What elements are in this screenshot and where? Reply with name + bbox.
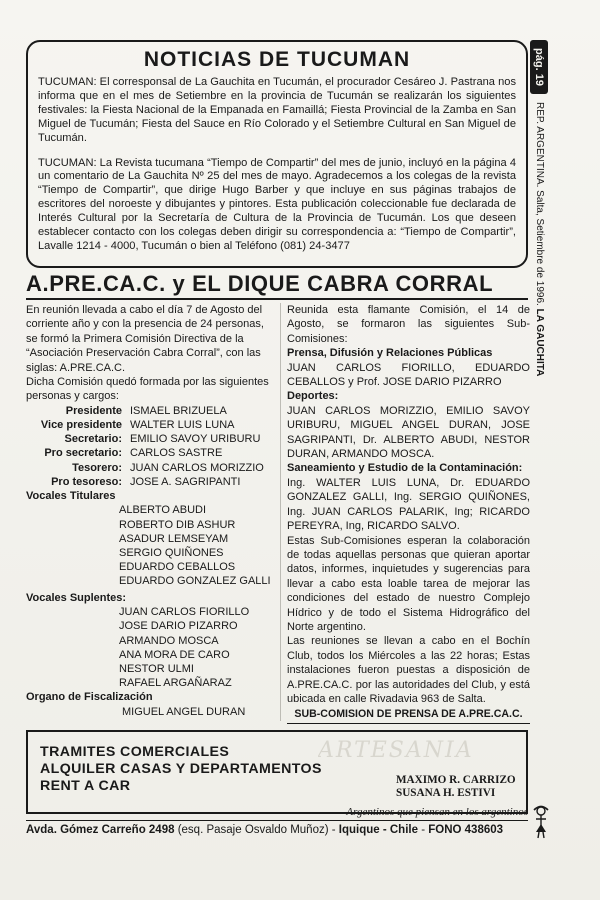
dateline-text: REP. ARGENTINA. Salta, Setiembre de 1996.	[534, 102, 545, 306]
member-name: EDUARDO CEBALLOS	[119, 561, 236, 574]
role-name: WALTER LUIS LUNA	[130, 419, 235, 432]
role-name: ISMAEL BRIZUELA	[130, 404, 227, 417]
role-row	[26, 475, 276, 489]
ad-name-1: MAXIMO R. CARRIZO	[396, 774, 516, 786]
roles-list	[26, 404, 276, 489]
sub-prensa-members: JUAN CARLOS FIORILLO, EDUARDO CEBALLOS y Prof. JOSE DARIO PIZARRO	[287, 361, 530, 389]
member-name: ARMANDO MOSCA	[119, 634, 219, 647]
right-intro: Reunida esta flamante Comisión, el 14 de Agosto, se formaron las siguientes Sub-Comisiones:	[287, 304, 530, 345]
article-left-column	[26, 303, 276, 719]
ad-contact-names	[396, 774, 516, 800]
role-row	[26, 461, 276, 475]
address-separator: -	[418, 824, 429, 836]
address-phone: FONO 438603	[428, 824, 504, 836]
article-right-column	[287, 303, 530, 706]
article-signoff: SUB-COMISION DE PRENSA DE A.PRE.CA.C.	[287, 708, 530, 724]
ad-name-2: SUSANA H. ESTIVI	[396, 787, 496, 799]
gauchita-mascot-icon	[530, 804, 552, 840]
article-intro-2: Dicha Comisión quedó formada por las siguientes personas y cargos:	[26, 376, 269, 403]
organo-label: Organo de Fiscalización	[26, 691, 153, 704]
address-city: Iquique - Chile	[338, 824, 418, 836]
role-row	[26, 418, 276, 432]
ad-services	[40, 744, 322, 795]
role-label: Vice presidente	[40, 419, 122, 432]
sub-saneamiento-label: Saneamiento y Estudio de la Contaminación:	[287, 462, 523, 475]
ad-line-rent: RENT A CAR	[40, 778, 131, 794]
page-number: pág. 19	[533, 48, 545, 86]
news-paragraph-festivals: TUCUMAN: El corresponsal de La Gauchita en Tucumán, el procurador Cesáreo J. Pastrana nos informa que en el mes de Setiembre en la provincia de Tucumán se realizarán los siguientes festivales: la Fiesta Nacional de la Empanada en Famaillá; Fiesta Provincial de la Zamba en San Miguel de Tucumán; Fiesta del Sauce en Río Colorado y el Setiembre Cultural en San Miguel de Tucumán.	[38, 76, 516, 144]
member-name: SERGIO QUIÑONES	[119, 547, 224, 560]
role-label: Presidente	[65, 404, 122, 417]
vocales-suplentes-list	[26, 605, 276, 690]
role-row	[26, 432, 276, 446]
ad-line-tramites: TRAMITES COMERCIALES	[40, 744, 230, 760]
heading-rule	[26, 298, 528, 300]
sub-prensa-label: Prensa, Difusión y Relaciones Públicas	[287, 347, 493, 360]
news-box	[26, 40, 528, 268]
member-name: JOSE DARIO PIZARRO	[119, 620, 238, 633]
role-label: Pro tesoreso:	[51, 475, 122, 488]
role-label: Pro secretario:	[44, 447, 122, 460]
column-divider	[280, 303, 281, 721]
role-name: EMILIO SAVOY URIBURU	[130, 433, 261, 446]
vocales-titulares-list	[26, 503, 276, 588]
bleed-through-artwork: ARTESANIA	[318, 738, 474, 763]
sub-deportes-members: JUAN CARLOS MORIZZIO, EMILIO SAVOY URIBURU, MIGUEL ANGEL DURAN, JOSE SAGRIPANTI, Dr. ALBERTO ABUDI, NESTOR DURAN, ARMANDO MOSCA.	[287, 404, 530, 461]
role-label: Tesorero:	[72, 461, 122, 474]
ad-line-alquiler: ALQUILER CASAS Y DEPARTAMENTOS	[40, 761, 322, 777]
member-name: ROBERTO DIB ASHUR	[119, 518, 236, 531]
article-heading: A.PRE.CA.C. y EL DIQUE CABRA CORRAL	[26, 271, 494, 296]
advertisement-box	[26, 730, 528, 814]
vocales-titulares-label: Vocales Titulares	[26, 490, 116, 503]
member-name: ANA MORA DE CARO	[119, 648, 230, 661]
address-street: Avda. Gómez Carreño 2498	[26, 824, 175, 836]
page-number-tab	[530, 40, 548, 94]
role-row	[26, 404, 276, 418]
role-name: JOSE A. SAGRIPANTI	[130, 475, 241, 488]
sub-deportes-label: Deportes:	[287, 390, 339, 403]
article-intro: En reunión llevada a cabo el día 7 de Agosto del corriente año y con la presencia de 24 personas, se formó la Primera Comisión Directiva de la “Asociación Preservación Cabra Corral”, con las siglas: A.PRE.CA.C.	[26, 304, 264, 374]
member-name: ASADUR LEMSEYAM	[119, 532, 229, 545]
side-strip	[530, 40, 550, 377]
side-dateline	[532, 102, 546, 376]
member-name: JUAN CARLOS FIORILLO	[119, 606, 250, 619]
ad-slogan: Argentinos que piensan en los argentinos	[346, 806, 528, 818]
organo-name: MIGUEL ANGEL DURAN	[122, 705, 246, 718]
news-paragraph-revista: TUCUMAN: La Revista tucumana “Tiempo de Compartir” del mes de junio, incluyó en la página 4 un comentario de La Gauchita Nº 25 del mes de mayo. Agradecemos a los colegas de la revista “Tiempo de Compartir”, que dirige Hugo Barber y que incluye en sus páginas trabajos de escritores del noroeste y dibujantes y pintores. Esta publicación coleccionable fue declarada de Interés Cultural por la Secretaría de Cultura de la Provincia de Tucumán. Los que deseen establecer contacto con los colegas deben dirigir su correspondencia a: “Tiempo de Compartir”, Lavalle 1214 - 4000, Tucumán o bien al Teléfono (081) 24-3477	[38, 156, 516, 252]
sub-saneamiento-members: Ing. WALTER LUIS LUNA, Dr. EDUARDO GONZALEZ GALLI, Ing. SERGIO QUIÑONES, Ing. JUAN CARLOS PALARIK, Ing; RICARDO PEREYRA, Ing, RICARDO SALVO.	[287, 476, 530, 533]
closing-paragraph-1: Estas Sub-Comisiones esperan la colaboración de todas aquellas personas que quieran aportar datos, informes, inquietudes y sugerencias para llevar a cabo esta loable tarea de mejorar las condiciones del estado de nuestro Complejo Hídrico y de todo el Sistema Hidrográfico del Norte argentino.	[287, 534, 530, 633]
news-title: NOTICIAS DE TUCUMAN	[143, 48, 411, 71]
publication-name: LA GAUCHITA	[534, 308, 545, 377]
role-name: CARLOS SASTRE	[130, 447, 223, 460]
role-name: JUAN CARLOS MORIZZIO	[130, 461, 264, 474]
closing-paragraph-2: Las reuniones se llevan a cabo en el Bochín Club, todos los Miércoles a las 22 horas; Estas instalaciones fueron puestas a disposición de A.PRE.CA.C. por las autoridades del Club, y está ubicada en calle Rivadavia 963 de Salta.	[287, 635, 530, 705]
member-name: EDUARDO GONZALEZ GALLI	[119, 575, 271, 588]
member-name: ALBERTO ABUDI	[119, 504, 207, 517]
member-name: RAFAEL ARGAÑARAZ	[119, 677, 232, 690]
ad-address	[26, 820, 528, 838]
role-label: Secretario:	[64, 433, 122, 446]
role-row	[26, 446, 276, 460]
vocales-suplentes-label: Vocales Suplentes:	[26, 591, 127, 604]
member-name: NESTOR ULMI	[119, 662, 194, 675]
address-corner: (esq. Pasaje Osvaldo Muñoz) -	[174, 824, 339, 836]
